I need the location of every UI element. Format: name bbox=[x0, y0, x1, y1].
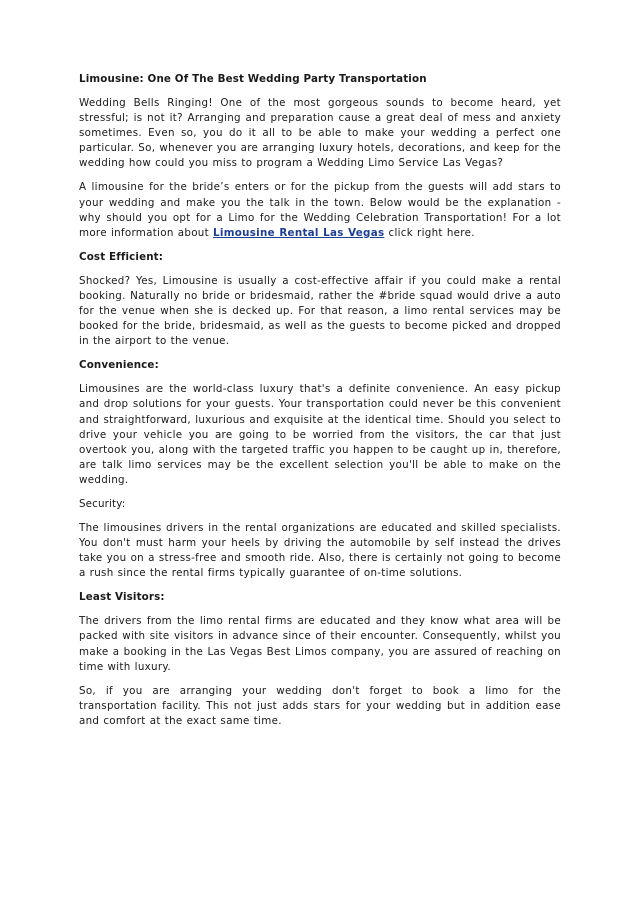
intro-paragraph-2 bbox=[79, 180, 561, 240]
intro-paragraph: Wedding Bells Ringing! One of the most gorgeous sounds to become heard, yet stressful; is not it? Arranging and preparation cause a great deal of mess and anxiety sometimes. Even so, you do it all to be able to make your wedding a perfect one particular. So, whenever you are arranging luxury hotels, decorations, and keep for the wedding how could you miss to program a Wedding Limo Service Las Vegas? bbox=[79, 97, 561, 170]
section-text-security: The limousines drivers in the rental organizations are educated and skilled specialists. You don't must harm your heels by driving the automobile by self instead the drives take you on a stress-free and smooth ride. Also, there is certainly not going to become a rush since the rental firms typically guarantee of on-time solutions. bbox=[79, 521, 561, 580]
section-text-visitors: The drivers from the limo rental firms are educated and they know what area will be packed with site visitors in advance since of their encounter. Consequently, whilst you make a booking in the Las Vegas Best Limos company, you are assured of reaching on time with luxury. bbox=[79, 615, 561, 673]
intro-text-after-link: click right here. bbox=[384, 226, 475, 239]
intro-text-before-link: A limousine for the bride’s enters or for the pickup from the guests will add stars to your wedding and make you the talk in the town. Below would be the explanation - why should you opt for a Limo for the Wedding Celebration Transportation! For a lot more information about bbox=[79, 181, 561, 239]
section-heading-security: Security: bbox=[79, 497, 126, 510]
section-heading-convenience: Convenience: bbox=[79, 359, 159, 372]
closing-paragraph: So, if you are arranging your wedding don't forget to book a limo for the transportation facility. This not just adds stars for your wedding but in addition ease and comfort at the exact same time. bbox=[79, 684, 561, 727]
document-title: Limousine: One Of The Best Wedding Party Transportation bbox=[79, 73, 427, 85]
section-text-convenience: Limousines are the world-class luxury that's a definite convenience. An easy pickup and drop solutions for your guests. Your transportation could never be this convenient and straightforward, luxurious and exquisite at the identical time. Should you select to drive your vehicle you are going to be worried from the visitors, the car that just overtook you, along with the targeted traffic you happen to be caught up in, therefore, are talk limo services may be the excellent selection you'll be able to make on the wedding. bbox=[79, 383, 561, 486]
section-heading-cost: Cost Efficient: bbox=[79, 250, 164, 263]
section-heading-visitors: Least Visitors: bbox=[79, 591, 165, 604]
limousine-rental-link[interactable]: Limousine Rental Las Vegas bbox=[213, 226, 385, 239]
document-page bbox=[79, 72, 561, 738]
section-text-cost: Shocked? Yes, Limousine is usually a cost-effective affair if you could make a rental booking. Naturally no bride or bridesmaid, rather the #bride squad would drive a auto for the venue when she is decked up. For that reason, a limo rental services may be booked for the bride, bridesmaid, as well as the guests to become picked and dropped in the airport to the venue. bbox=[79, 274, 561, 348]
